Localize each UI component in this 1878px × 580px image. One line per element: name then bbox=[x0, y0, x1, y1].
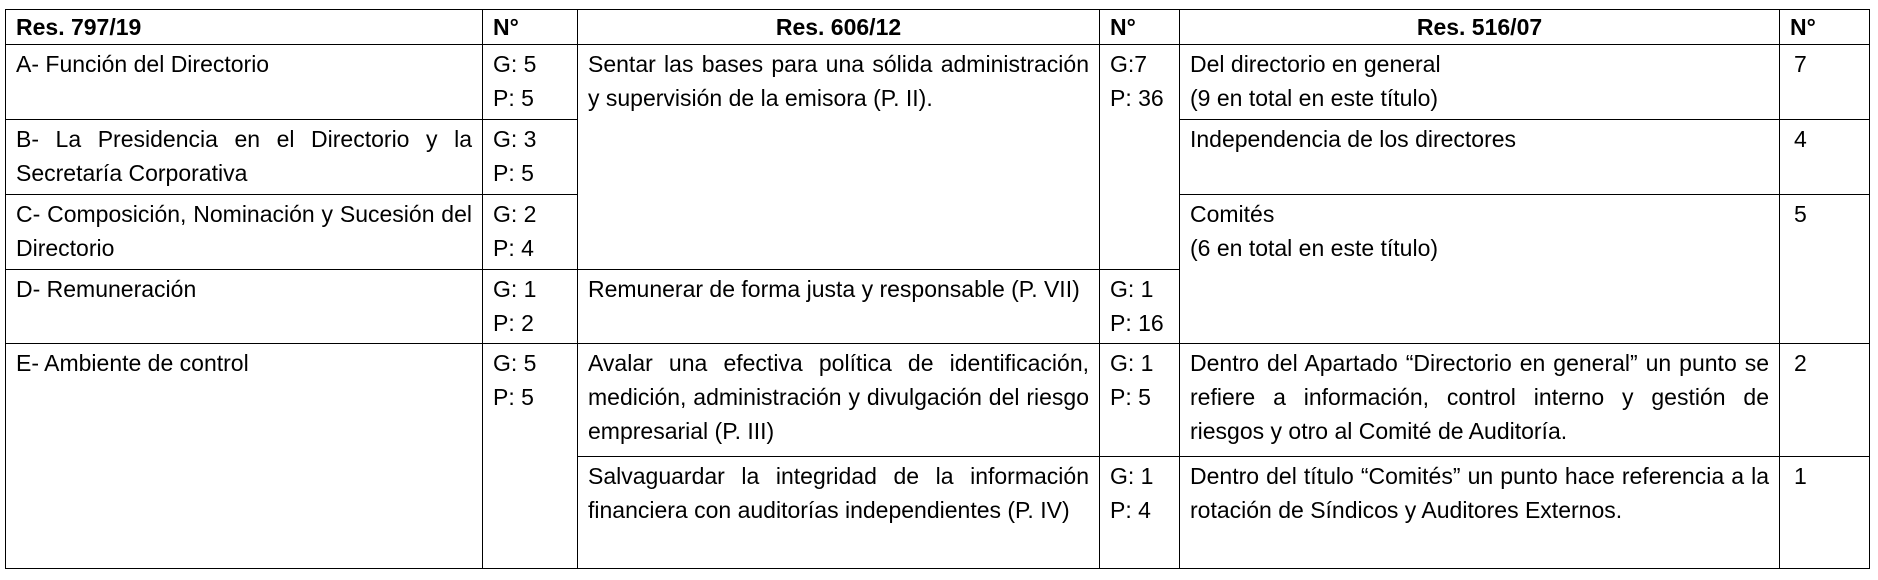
res516-count-directorio: 7 bbox=[1780, 45, 1870, 120]
header-number-3: N° bbox=[1780, 10, 1870, 45]
general-count: G: 2 bbox=[493, 200, 537, 227]
res516-item-directorio bbox=[1180, 45, 1780, 120]
res516-item-apartado: Dentro del Apartado “Directorio en general” un punto se refiere a información, control interno y gestión de riesgos y otro al Comité de Auditoría. bbox=[1180, 344, 1780, 456]
particular-count: P: 4 bbox=[1110, 496, 1151, 523]
table-row bbox=[6, 344, 1870, 456]
res797-count-c bbox=[483, 194, 578, 269]
res516-item-comites bbox=[1180, 194, 1780, 344]
header-number-1: N° bbox=[483, 10, 578, 45]
general-count: G: 3 bbox=[493, 125, 537, 152]
item-title: Comités bbox=[1190, 200, 1275, 227]
header-row bbox=[6, 10, 1870, 45]
res516-count-titulo-comites: 1 bbox=[1780, 456, 1870, 568]
general-count: G: 1 bbox=[493, 275, 537, 302]
res606-item-p3: Avalar una efectiva política de identificación, medición, administración y divulgación del riesgo empresarial (P. III) bbox=[578, 344, 1100, 456]
res797-item-e: E- Ambiente de control bbox=[6, 344, 483, 569]
header-res-516: Res. 516/07 bbox=[1180, 10, 1780, 45]
res516-item-titulo-comites: Dentro del título “Comités” un punto hace referencia a la rotación de Síndicos y Auditores Externos. bbox=[1180, 456, 1780, 568]
res606-item-p7: Remunerar de forma justa y responsable (P. VII) bbox=[578, 269, 1100, 344]
res516-count-apartado: 2 bbox=[1780, 344, 1870, 456]
general-count: G: 1 bbox=[1110, 275, 1154, 302]
header-number-2: N° bbox=[1100, 10, 1180, 45]
res797-count-b bbox=[483, 119, 578, 194]
res606-count-p7 bbox=[1100, 269, 1180, 344]
comparison-table bbox=[5, 9, 1870, 569]
particular-count: P: 5 bbox=[493, 85, 534, 111]
header-res-797: Res. 797/19 bbox=[6, 10, 483, 45]
particular-count: P: 5 bbox=[493, 384, 534, 411]
particular-count: P: 4 bbox=[493, 234, 534, 261]
general-count: G: 1 bbox=[1110, 350, 1154, 377]
item-subtitle: (6 en total en este título) bbox=[1190, 234, 1439, 261]
res606-item-p2: Sentar las bases para una sólida administración y supervisión de la emisora (P. II). bbox=[578, 45, 1100, 270]
header-res-606: Res. 606/12 bbox=[578, 10, 1100, 45]
res606-count-p3 bbox=[1100, 344, 1180, 456]
res797-item-c: C- Composición, Nominación y Sucesión del Directorio bbox=[6, 194, 483, 269]
particular-count: P: 16 bbox=[1110, 309, 1164, 336]
table-row bbox=[6, 45, 1870, 120]
item-subtitle: (9 en total en este título) bbox=[1190, 85, 1439, 111]
res516-item-independencia: Independencia de los directores bbox=[1180, 119, 1780, 194]
res606-count-p2 bbox=[1100, 45, 1180, 270]
res606-count-p4 bbox=[1100, 456, 1180, 568]
res606-item-p4: Salvaguardar la integridad de la información financiera con auditorías independientes (P. IV) bbox=[578, 456, 1100, 568]
particular-count: P: 5 bbox=[493, 159, 534, 186]
general-count: G:7 bbox=[1110, 51, 1148, 77]
res797-item-b: B- La Presidencia en el Directorio y la Secretaría Corporativa bbox=[6, 119, 483, 194]
general-count: G: 1 bbox=[1110, 462, 1154, 489]
res797-item-a: A- Función del Directorio bbox=[6, 45, 483, 120]
general-count: G: 5 bbox=[493, 51, 537, 77]
res516-count-independencia: 4 bbox=[1780, 119, 1870, 194]
particular-count: P: 36 bbox=[1110, 85, 1164, 111]
res797-count-a bbox=[483, 45, 578, 120]
particular-count: P: 5 bbox=[1110, 384, 1151, 411]
item-title: Del directorio en general bbox=[1190, 51, 1441, 77]
particular-count: P: 2 bbox=[493, 309, 534, 336]
res797-item-d: D- Remuneración bbox=[6, 269, 483, 344]
general-count: G: 5 bbox=[493, 350, 537, 377]
res797-count-e bbox=[483, 344, 578, 569]
res516-count-comites: 5 bbox=[1780, 194, 1870, 344]
res797-count-d bbox=[483, 269, 578, 344]
